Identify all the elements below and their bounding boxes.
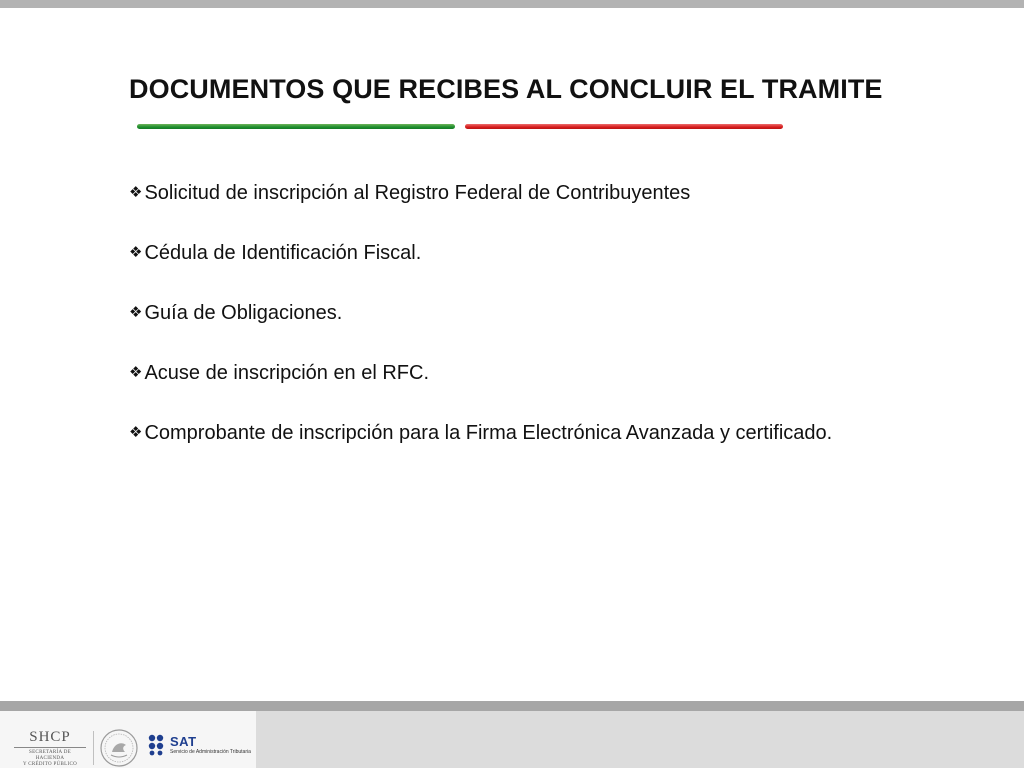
list-item-text: Comprobante de inscripción para la Firma Electrónica Avanzada y certificado. xyxy=(144,422,833,444)
top-bar xyxy=(0,0,1024,8)
footer-bar xyxy=(0,701,1024,711)
shcp-logo xyxy=(14,729,86,768)
sat-name: SAT xyxy=(170,734,197,749)
list-item xyxy=(129,178,869,207)
diamond-bullet-icon: ❖ xyxy=(129,363,143,381)
shcp-divider xyxy=(14,747,86,748)
list-item-text: Solicitud de inscripción al Registro Federal de Contribuyentes xyxy=(144,182,691,204)
list-item-text: Guía de Obligaciones. xyxy=(144,302,343,324)
sat-dots-icon xyxy=(148,734,168,756)
shcp-subtitle-line2: Y CRÉDITO PÚBLICO xyxy=(23,762,77,767)
logo-separator xyxy=(93,731,94,765)
diamond-bullet-icon: ❖ xyxy=(129,243,143,261)
slide-title: DOCUMENTOS QUE RECIBES AL CONCLUIR EL TRAMITE xyxy=(129,74,883,104)
diamond-bullet-icon: ❖ xyxy=(129,183,143,201)
sat-subtitle: Servicio de Administración Tributaria xyxy=(170,749,251,755)
list-item xyxy=(129,238,869,267)
shcp-name: SHCP xyxy=(29,729,71,745)
diamond-bullet-icon: ❖ xyxy=(129,423,143,441)
shcp-subtitle-line1: SECRETARÍA DE HACIENDA xyxy=(29,750,71,761)
list-item xyxy=(129,418,869,447)
title-underline-red xyxy=(465,124,783,129)
mexico-seal-icon xyxy=(99,728,139,768)
title-underline-green xyxy=(137,124,455,129)
footer-logo-panel xyxy=(0,711,256,768)
list-item-text: Cédula de Identificación Fiscal. xyxy=(144,242,422,264)
list-item xyxy=(129,358,869,387)
list-item xyxy=(129,298,869,327)
sat-logo xyxy=(148,734,258,760)
list-item-text: Acuse de inscripción en el RFC. xyxy=(144,362,430,384)
diamond-bullet-icon: ❖ xyxy=(129,303,143,321)
document-list xyxy=(129,178,869,478)
footer xyxy=(0,701,1024,768)
footer-background xyxy=(256,711,1024,768)
